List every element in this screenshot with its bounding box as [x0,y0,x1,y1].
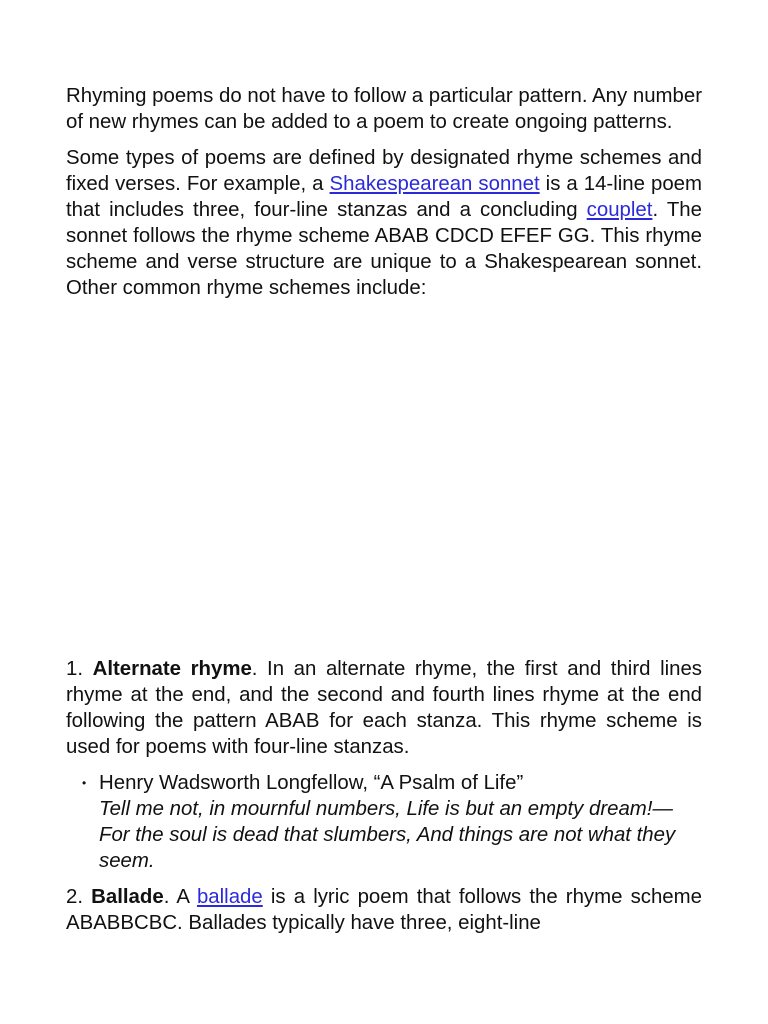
text-segment: is a lyric poem that follows the rhyme scheme ABABBCBC. Ballades typically have three, eight-line [66,886,702,934]
example-quote: Tell me not, in mournful numbers, Life is but an empty dream!— For the soul is dead that slumbers, And things are not what they seem. [99,798,676,872]
item-number: 2. [66,886,92,908]
link-couplet[interactable]: couplet [586,199,653,221]
item-text: . In an alternate rhyme, the first and third lines rhyme at the end, and the second and fourth lines rhyme at the end following the pattern ABAB for each stanza. This rhyme scheme is used for poems with four-line stanzas. [66,658,703,758]
item-term: Ballade [91,886,164,908]
bullet-icon: • [82,776,87,790]
example-source: Henry Wadsworth Longfellow, “A Psalm of Life” [99,772,524,794]
item-alternate-rhyme [66,656,702,760]
text-segment: is a 14-line poem that includes three, four-line stanzas and a concluding [66,173,702,221]
paragraph-rhyme-schemes [66,145,702,301]
document-body [66,83,702,936]
paragraph-intro: Rhyming poems do not have to follow a particular pattern. Any number of new rhymes can be added to a poem to create ongoing patterns. [66,85,702,133]
link-ballade[interactable]: ballade [196,886,263,908]
text-segment: . A [163,886,197,908]
text-segment: Some types of poems are defined by designated rhyme schemes and fixed verses. For example, a [66,147,702,195]
item-number: 1. [66,658,93,680]
blank-space [66,301,702,656]
text-segment: . The sonnet follows the rhyme scheme ABAB CDCD EFEF GG. This rhyme scheme and verse structure are unique to a Shakespearean sonnet. Other common rhyme schemes include: [66,199,702,299]
link-shakespearean-sonnet[interactable]: Shakespearean sonnet [329,173,540,195]
list-item [82,770,702,874]
item-ballade [66,884,702,936]
example-list [66,770,702,874]
item-term: Alternate rhyme [92,658,252,680]
